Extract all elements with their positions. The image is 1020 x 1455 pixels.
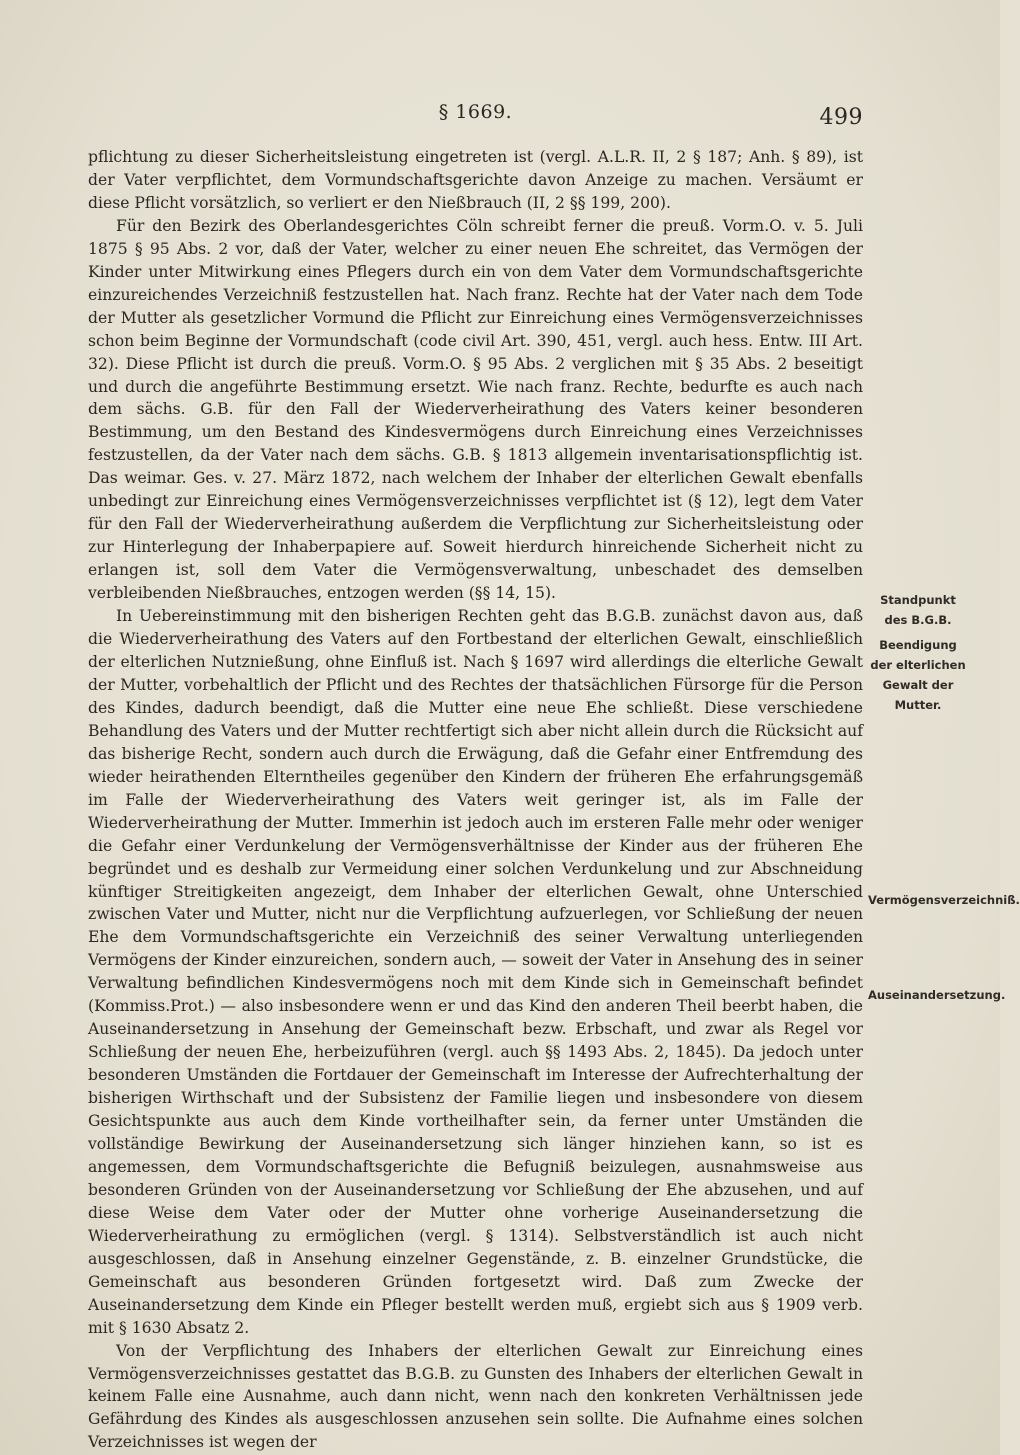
margin-note-standpunkt: Standpunkt des B.G.B. <box>880 593 956 627</box>
margin-note-vermoegensverzeichnis: Vermögensverzeichniß. <box>868 893 1020 907</box>
paragraph-2: Für den Bezirk des Oberlandesgerichtes Cöln schreibt ferner die preuß. Vorm.O. v. 5. Juli 1875 § 95 Abs. 2 vor, daß der Vater, welcher zu einer neuen Ehe schreitet, das Vermögen der Kinder unter Mitwirkung eines Pflegers durch ein von dem Vater dem Vormundschaftsgerichte einzureichendes Verzeichniß festzustellen hat. Nach franz. Rechte hat der Vater nach dem Tode der Mutter als gesetzlicher Vormund die Pflicht zur Einreichung eines Vermögensverzeichnisses schon beim Beginne der Vormundschaft (code civil Art. 390, 451, vergl. auch hess. Entw. III Art. 32). Diese Pflicht ist durch die preuß. Vorm.O. § 95 Abs. 2 verglichen mit § 35 Abs. 2 beseitigt und durch die angeführte Bestimmung ersetzt. Wie nach franz. Rechte, bedurfte es auch nach dem sächs. G.B. für den Fall der Wiederverheirathung des Vaters keiner besonderen Bestimmung, um den Bestand des Kindesvermögens durch Einreichung eines Verzeichnisses festzustellen, da der Vater nach dem sächs. G.B. § 1813 allgemein inventarisationspflichtig ist. Das weimar. Ges. v. 27. März 1872, nach welchem der Inhaber der elterlichen Gewalt ebenfalls unbedingt zur Einreichung eines Vermögensverzeichnisses verpflichtet ist (§ 12), legt dem Vater für den Fall der Wiederverheirathung außerdem die Verpflichtung zur Sicherheitsleistung oder zur Hinterlegung der Inhaberpapiere auf. Soweit hierdurch hinreichende Sicherheit nicht zu erlangen ist, soll dem Vater die Vermögensverwaltung, unbeschadet des demselben verbleibenden Nießbrauches, entzogen werden (§§ 14, 15). <box>88 216 863 603</box>
margin-note-auseinandersetzung: Auseinandersetzung. <box>868 988 1006 1002</box>
margin-note-beendigung: Beendigung der elterlichen Gewalt der Mutter. <box>870 638 966 712</box>
paragraph-1: pflichtung zu dieser Sicherheitsleistung eingetreten ist (vergl. A.L.R. II, 2 § 187; Anh. § 89), ist der Vater verpflichtet, dem Vormundschaftsgerichte davon Anzeige zu machen. Versäumt er diese Pflicht vorsätzlich, so verliert er den Nießbrauch (II, 2 §§ 199, 200). <box>88 148 863 212</box>
page-number: 499 <box>819 105 863 130</box>
paragraph-4: Von der Verpflichtung des Inhabers der elterlichen Gewalt zur Einreichung eines Vermögensverzeichnisses gestattet das B.G.B. zu Gunsten des Inhabers der elterlichen Gewalt in keinem Falle eine Ausnahme, auch dann nicht, wenn nach den konkreten Verhältnissen jede Gefährdung des Kindes als ausgeschlossen anzusehen sein sollte. Die Aufnahme eines solchen Verzeichnisses ist wegen der <box>88 1341 863 1452</box>
page-header <box>88 97 863 133</box>
paragraph-3: In Uebereinstimmung mit den bisherigen Rechten geht das B.G.B. zunächst davon aus, daß die Wiederverheirathung des Vaters auf den Fortbestand der elterlichen Gewalt, einschließlich der elterlichen Nutznießung, ohne Einfluß ist. Nach § 1697 wird allerdings die elterliche Gewalt der Mutter, vorbehaltlich der Pflicht und des Rechtes der thatsächlichen Fürsorge für die Person des Kindes, dadurch beendigt, daß die Mutter eine neue Ehe schließt. Diese verschiedene Behandlung des Vaters und der Mutter rechtfertigt sich aber nicht allein durch die Rücksicht auf das bisherige Recht, sondern auch durch die Erwägung, daß die Gefahr einer Entfremdung des wieder heirathenden Elterntheiles gegenüber den Kindern der früheren Ehe erfahrungsgemäß im Falle der Wiederverheirathung des Vaters weit geringer ist, als im Falle der Wiederverheirathung der Mutter. Immerhin ist jedoch auch im ersteren Falle mehr oder weniger die Gefahr einer Verdunkelung der Vermögensverhältnisse der Kinder aus der früheren Ehe begründet und es deshalb zur Vermeidung einer solchen Verdunkelung und zur Abschneidung künftiger Streitigkeiten angezeigt, dem Inhaber der elterlichen Gewalt, ohne Unterschied zwischen Vater und Mutter, nicht nur die Verpflichtung aufzuerlegen, vor Schließung der neuen Ehe dem Vormundschaftsgerichte ein Verzeichniß des seiner Verwaltung unterliegenden Vermögens der Kinder einzureichen, sondern auch, — soweit der Vater in Ansehung des in seiner Verwaltung befindlichen Kindesvermögens noch mit dem Kinde sich in Gemeinschaft befindet (Kommiss.Prot.) — also insbesondere wenn er und das Kind den anderen Theil beerbt haben, die Auseinandersetzung in Ansehung der Gemeinschaft bezw. Erbschaft, und zwar als Regel vor Schließung der neuen Ehe, herbeizuführen (vergl. auch §§ 1493 Abs. 2, 1845). Da jedoch unter besonderen Umständen die Fortdauer der Gemeinschaft im Interesse der Aufrechterhaltung der bisherigen Wirthschaft und der Subsistenz der Familie liegen und insbesondere von diesem Gesichtspunkte aus auch dem Kinde vortheilhafter sein, da ferner unter Umständen die vollständige Bewirkung der Auseinandersetzung sich länger hinziehen kann, so ist es angemessen, dem Vormundschaftsgerichte die Befugniß beizulegen, ausnahmsweise aus besonderen Gründen von der Auseinandersetzung vor Schließung der Ehe abzusehen, und auf diese Weise dem Vater oder der Mutter ohne vorherige Auseinandersetzung die Wiederverheirathung zu ermöglichen (vergl. § 1314). Selbstverständlich ist auch nicht ausgeschlossen, daß in Ansehung einzelner Gegenstände, z. B. einzelner Grundstücke, die Gemeinschaft aus besonderen Gründen fortgesetzt wird. Daß zum Zwecke der Auseinandersetzung dem Kinde ein Pfleger bestellt werden muß, ergiebt sich aus § 1909 verb. mit § 1630 Absatz 2. <box>88 607 863 1337</box>
section-heading: § 1669. <box>438 101 513 123</box>
body-text <box>88 146 863 1454</box>
